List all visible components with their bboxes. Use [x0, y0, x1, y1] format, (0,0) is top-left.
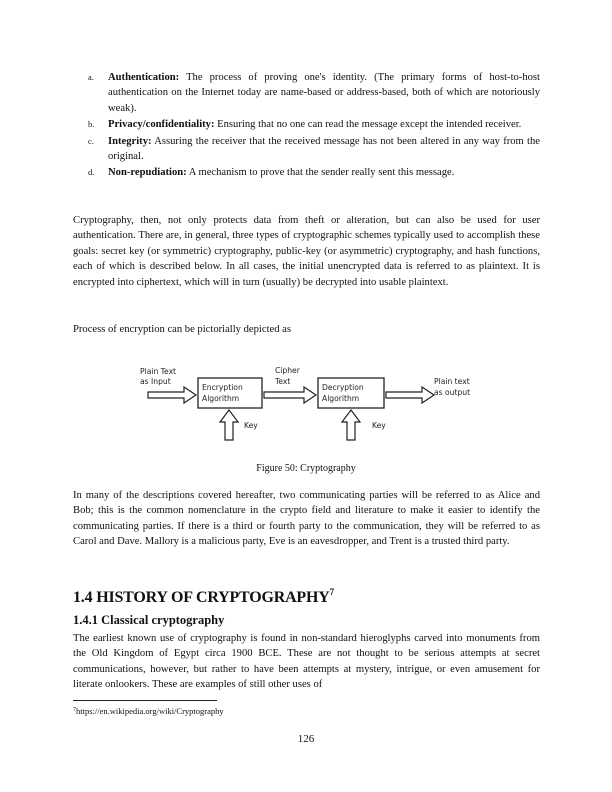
plain-input-label-2: as Input	[140, 377, 171, 386]
paragraph-process-intro: Process of encryption can be pictorially depicted as	[73, 324, 291, 335]
list-text: The process of proving one's identity. (The primary forms of host-to-host authentication on the Internet today are name-based or address-based, both of which are notoriously weak).	[108, 72, 540, 114]
list-term: Privacy/confidentiality:	[108, 119, 215, 131]
list-term: Integrity:	[108, 135, 152, 147]
footnote-marker: 7	[73, 707, 76, 713]
list-text: Assuring the receiver that the received message has not been altered in any way from the original.	[108, 135, 540, 163]
paragraph-classical: The earliest known use of cryptography is found in non-standard hieroglyphs carved into monuments from the Old Kingdom of Egypt circa 1900 BCE. These are not thought to be serious attempts at secret communications, however, but rather to have been attempts at mystery, intrigue, or even amusement for literate onlookers. These are examples of still other uses of	[73, 633, 540, 691]
encryption-label-2: Algorithm	[202, 394, 240, 403]
decryption-label: Decryption	[322, 383, 364, 392]
footnote-link[interactable]: https://en.wikipedia.org/wiki/Cryptography	[76, 706, 224, 716]
encryption-diagram	[130, 360, 490, 460]
subsection-heading: 1.4.1 Classical cryptography	[73, 613, 225, 627]
plain-input-label: Plain Text	[140, 367, 177, 376]
list-text: Ensuring that no one can read the message except the intended receiver.	[214, 119, 522, 131]
list-term: Authentication:	[108, 72, 180, 83]
list-text: A mechanism to prove that the sender really sent this message.	[186, 167, 455, 179]
page-number: 126	[297, 733, 315, 745]
figure-caption: Figure 50: Cryptography	[256, 463, 356, 474]
input-arrow	[148, 387, 196, 403]
key-arrow-encryption	[220, 410, 238, 440]
list-item	[88, 70, 540, 116]
key-label-decryption: Key	[372, 421, 386, 430]
output-arrow	[386, 387, 434, 403]
section-heading	[73, 587, 334, 607]
footnote-divider	[73, 700, 217, 701]
goals-list	[88, 70, 540, 182]
decryption-label-2: Algorithm	[322, 394, 360, 403]
list-marker: d.	[88, 167, 95, 178]
list-marker: a.	[88, 72, 94, 82]
cipher-label-2: Text	[275, 377, 291, 386]
list-marker: b.	[88, 119, 95, 130]
list-term: Non-repudiation:	[108, 167, 187, 179]
plain-output-label-2: as output	[434, 388, 471, 397]
key-arrow-decryption	[342, 410, 360, 440]
plain-output-label: Plain text	[434, 377, 470, 386]
encryption-label: Encryption	[202, 383, 243, 392]
list-marker: c.	[88, 135, 94, 146]
cipher-arrow	[264, 387, 316, 403]
key-label-encryption: Key	[244, 421, 258, 430]
footnote	[73, 706, 224, 716]
list-item	[88, 117, 540, 132]
list-item	[88, 165, 540, 180]
list-item	[88, 134, 540, 165]
cipher-label: Cipher	[275, 366, 300, 375]
paragraph-cryptography: Cryptography, then, not only protects data from theft or alteration, but can also be used for user authentication. There are, in general, three types of cryptographic schemes typically used to accomplish these goals: secret key (or symmetric) cryptography, public-key (or asymmetric) cryptography, and hash functions, each of which is described below. In all cases, the initial unencrypted data is referred to as plaintext. It is encrypted into ciphertext, which will in turn (usually) be decrypted into usable plaintext.	[73, 215, 540, 288]
section-heading-text: 1.4 HISTORY OF CRYPTOGRAPHY	[73, 589, 330, 606]
paragraph-parties: In many of the descriptions covered hereafter, two communicating parties will be referred to as Alice and Bob; this is the common nomenclature in the crypto field and literature to make it easier to identify the communicating parties. If there is a third or fourth party to the communication, they will be referred to as Carol and Dave. Mallory is a malicious party, Eve is an eavesdropper, and Trent is a trusted third party.	[73, 490, 540, 548]
footnote-reference: 7	[329, 587, 334, 597]
